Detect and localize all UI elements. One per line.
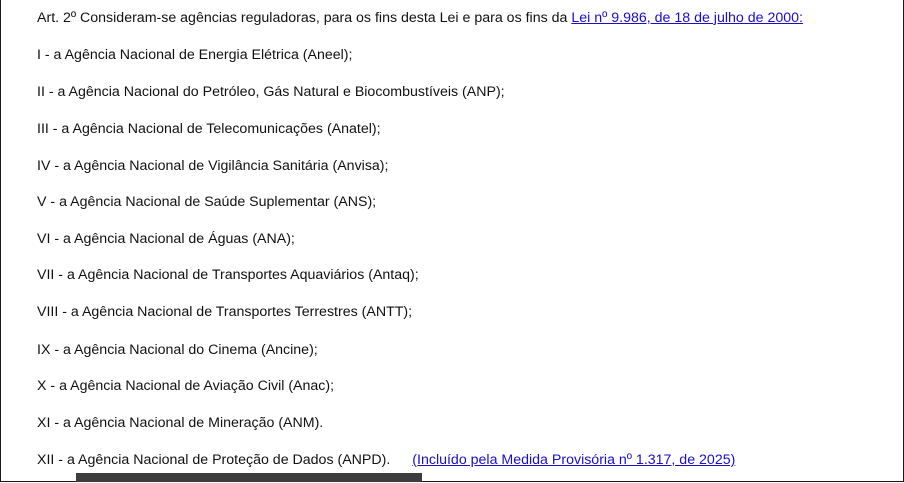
- list-item-xii-text: XII - a Agência Nacional de Proteção de Dados (ANPD).: [37, 452, 391, 468]
- horizontal-scrollbar-thumb[interactable]: [76, 473, 422, 482]
- article-intro: [37, 9, 803, 27]
- list-item-vii: VII - a Agência Nacional de Transportes Aquaviários (Antaq);: [37, 267, 419, 283]
- list-item-viii: VIII - a Agência Nacional de Transportes Terrestres (ANTT);: [37, 304, 413, 320]
- list-item-xii: [37, 451, 735, 469]
- inclusion-note-link[interactable]: (Incluído pela Medida Provisória nº 1.317, de 2025): [412, 452, 736, 468]
- list-item-i: I - a Agência Nacional de Energia Elétrica (Aneel);: [37, 47, 353, 63]
- list-item-v: V - a Agência Nacional de Saúde Suplementar (ANS);: [37, 194, 377, 210]
- list-item-iii: III - a Agência Nacional de Telecomunicações (Anatel);: [37, 121, 381, 137]
- law-9986-link[interactable]: Lei nº 9.986, de 18 de julho de 2000:: [571, 10, 803, 26]
- list-item-vi: VI - a Agência Nacional de Águas (ANA);: [37, 231, 295, 247]
- list-item-ix: IX - a Agência Nacional do Cinema (Ancine);: [37, 342, 318, 358]
- article-intro-text: Art. 2º Consideram-se agências reguladoras, para os fins desta Lei e para os fins da: [37, 10, 572, 26]
- list-item-iv: IV - a Agência Nacional de Vigilância Sanitária (Anvisa);: [37, 158, 389, 174]
- list-item-xi: XI - a Agência Nacional de Mineração (ANM).: [37, 415, 324, 431]
- list-item-x: X - a Agência Nacional de Aviação Civil (Anac);: [37, 378, 335, 394]
- list-item-ii: II - a Agência Nacional do Petróleo, Gás Natural e Biocombustíveis (ANP);: [37, 84, 505, 100]
